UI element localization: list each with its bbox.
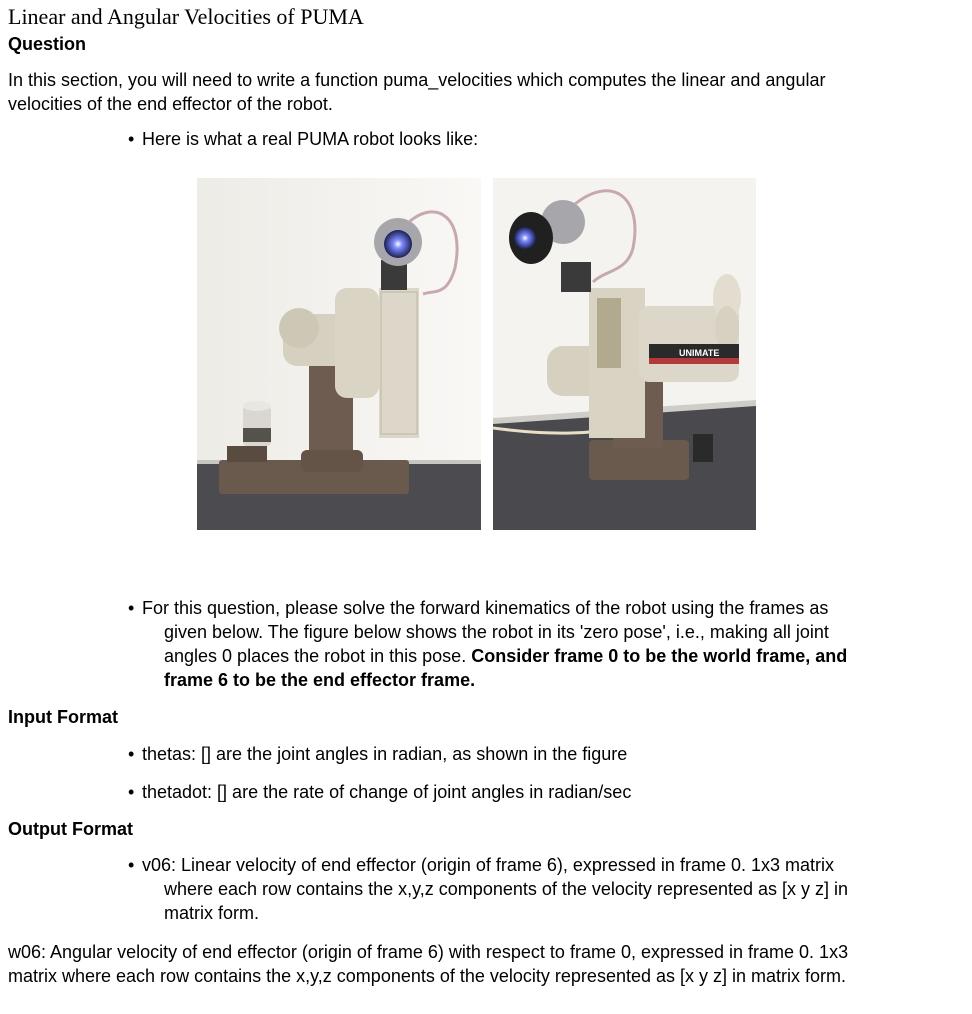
output-item-v06 — [128, 853, 928, 925]
page-title: Linear and Angular Velocities of PUMA — [8, 4, 364, 29]
input-item-thetadot-text: thetadot: [] are the rate of change of joint angles in radian/sec — [142, 782, 632, 802]
intro-paragraph — [8, 68, 958, 116]
output-w06-paragraph — [8, 940, 968, 988]
bullet-dot: • — [128, 744, 135, 764]
v06-line-1: v06: Linear velocity of end effector (origin of frame 6), expressed in frame 0. 1x3 matrix — [142, 855, 834, 875]
input-item-thetadot — [128, 780, 928, 804]
robot-photo-right — [493, 178, 756, 530]
v06-line-2: where each row contains the x,y,z components of the velocity represented as [x y z] in — [164, 879, 849, 899]
robot-photo-left — [197, 178, 481, 530]
w06-line-1: w06: Angular velocity of end effector (origin of frame 6) with respect to frame 0, expressed in frame 0. 1x3 — [8, 942, 849, 962]
intro-line-2: velocities of the end effector of the robot. — [8, 94, 333, 114]
fk-line-3-bold: Consider frame 0 to be the world frame, and — [471, 646, 848, 666]
bullet-robot-text: Here is what a real PUMA robot looks like: — [142, 129, 479, 149]
robot-photo-right-illustration — [493, 178, 756, 530]
bullet-robot-photo — [128, 127, 928, 151]
fk-line-4-bold: frame 6 to be the end effector frame. — [164, 670, 476, 690]
fk-line-1: For this question, please solve the forward kinematics of the robot using the frames as — [142, 598, 829, 618]
intro-line-1: In this section, you will need to write a function puma_velocities which computes the linear and angular — [8, 70, 826, 90]
bullet-dot: • — [128, 782, 135, 802]
v06-line-3: matrix form. — [164, 903, 260, 923]
fk-line-2: given below. The figure below shows the robot in its 'zero pose', i.e., making all joint — [164, 622, 829, 642]
robot-photo-left-illustration — [197, 178, 481, 530]
input-format-heading: Input Format — [8, 707, 118, 727]
output-format-heading: Output Format — [8, 819, 133, 839]
w06-line-2: matrix where each row contains the x,y,z components of the velocity represented as [x y z] in matrix form. — [8, 966, 847, 986]
unimate-text: UNIMATE — [679, 348, 720, 358]
input-item-thetas — [128, 742, 928, 766]
bullet-dot: • — [128, 598, 135, 618]
fk-line-3 — [128, 644, 928, 668]
bullet-forward-kinematics — [128, 596, 928, 692]
bullet-dot: • — [128, 129, 135, 149]
bullet-dot: • — [128, 855, 135, 875]
input-item-thetas-text: thetas: [] are the joint angles in radian, as shown in the figure — [142, 744, 628, 764]
question-heading: Question — [8, 34, 87, 54]
fk-line-3-plain: angles 0 places the robot in this pose. — [164, 646, 472, 666]
